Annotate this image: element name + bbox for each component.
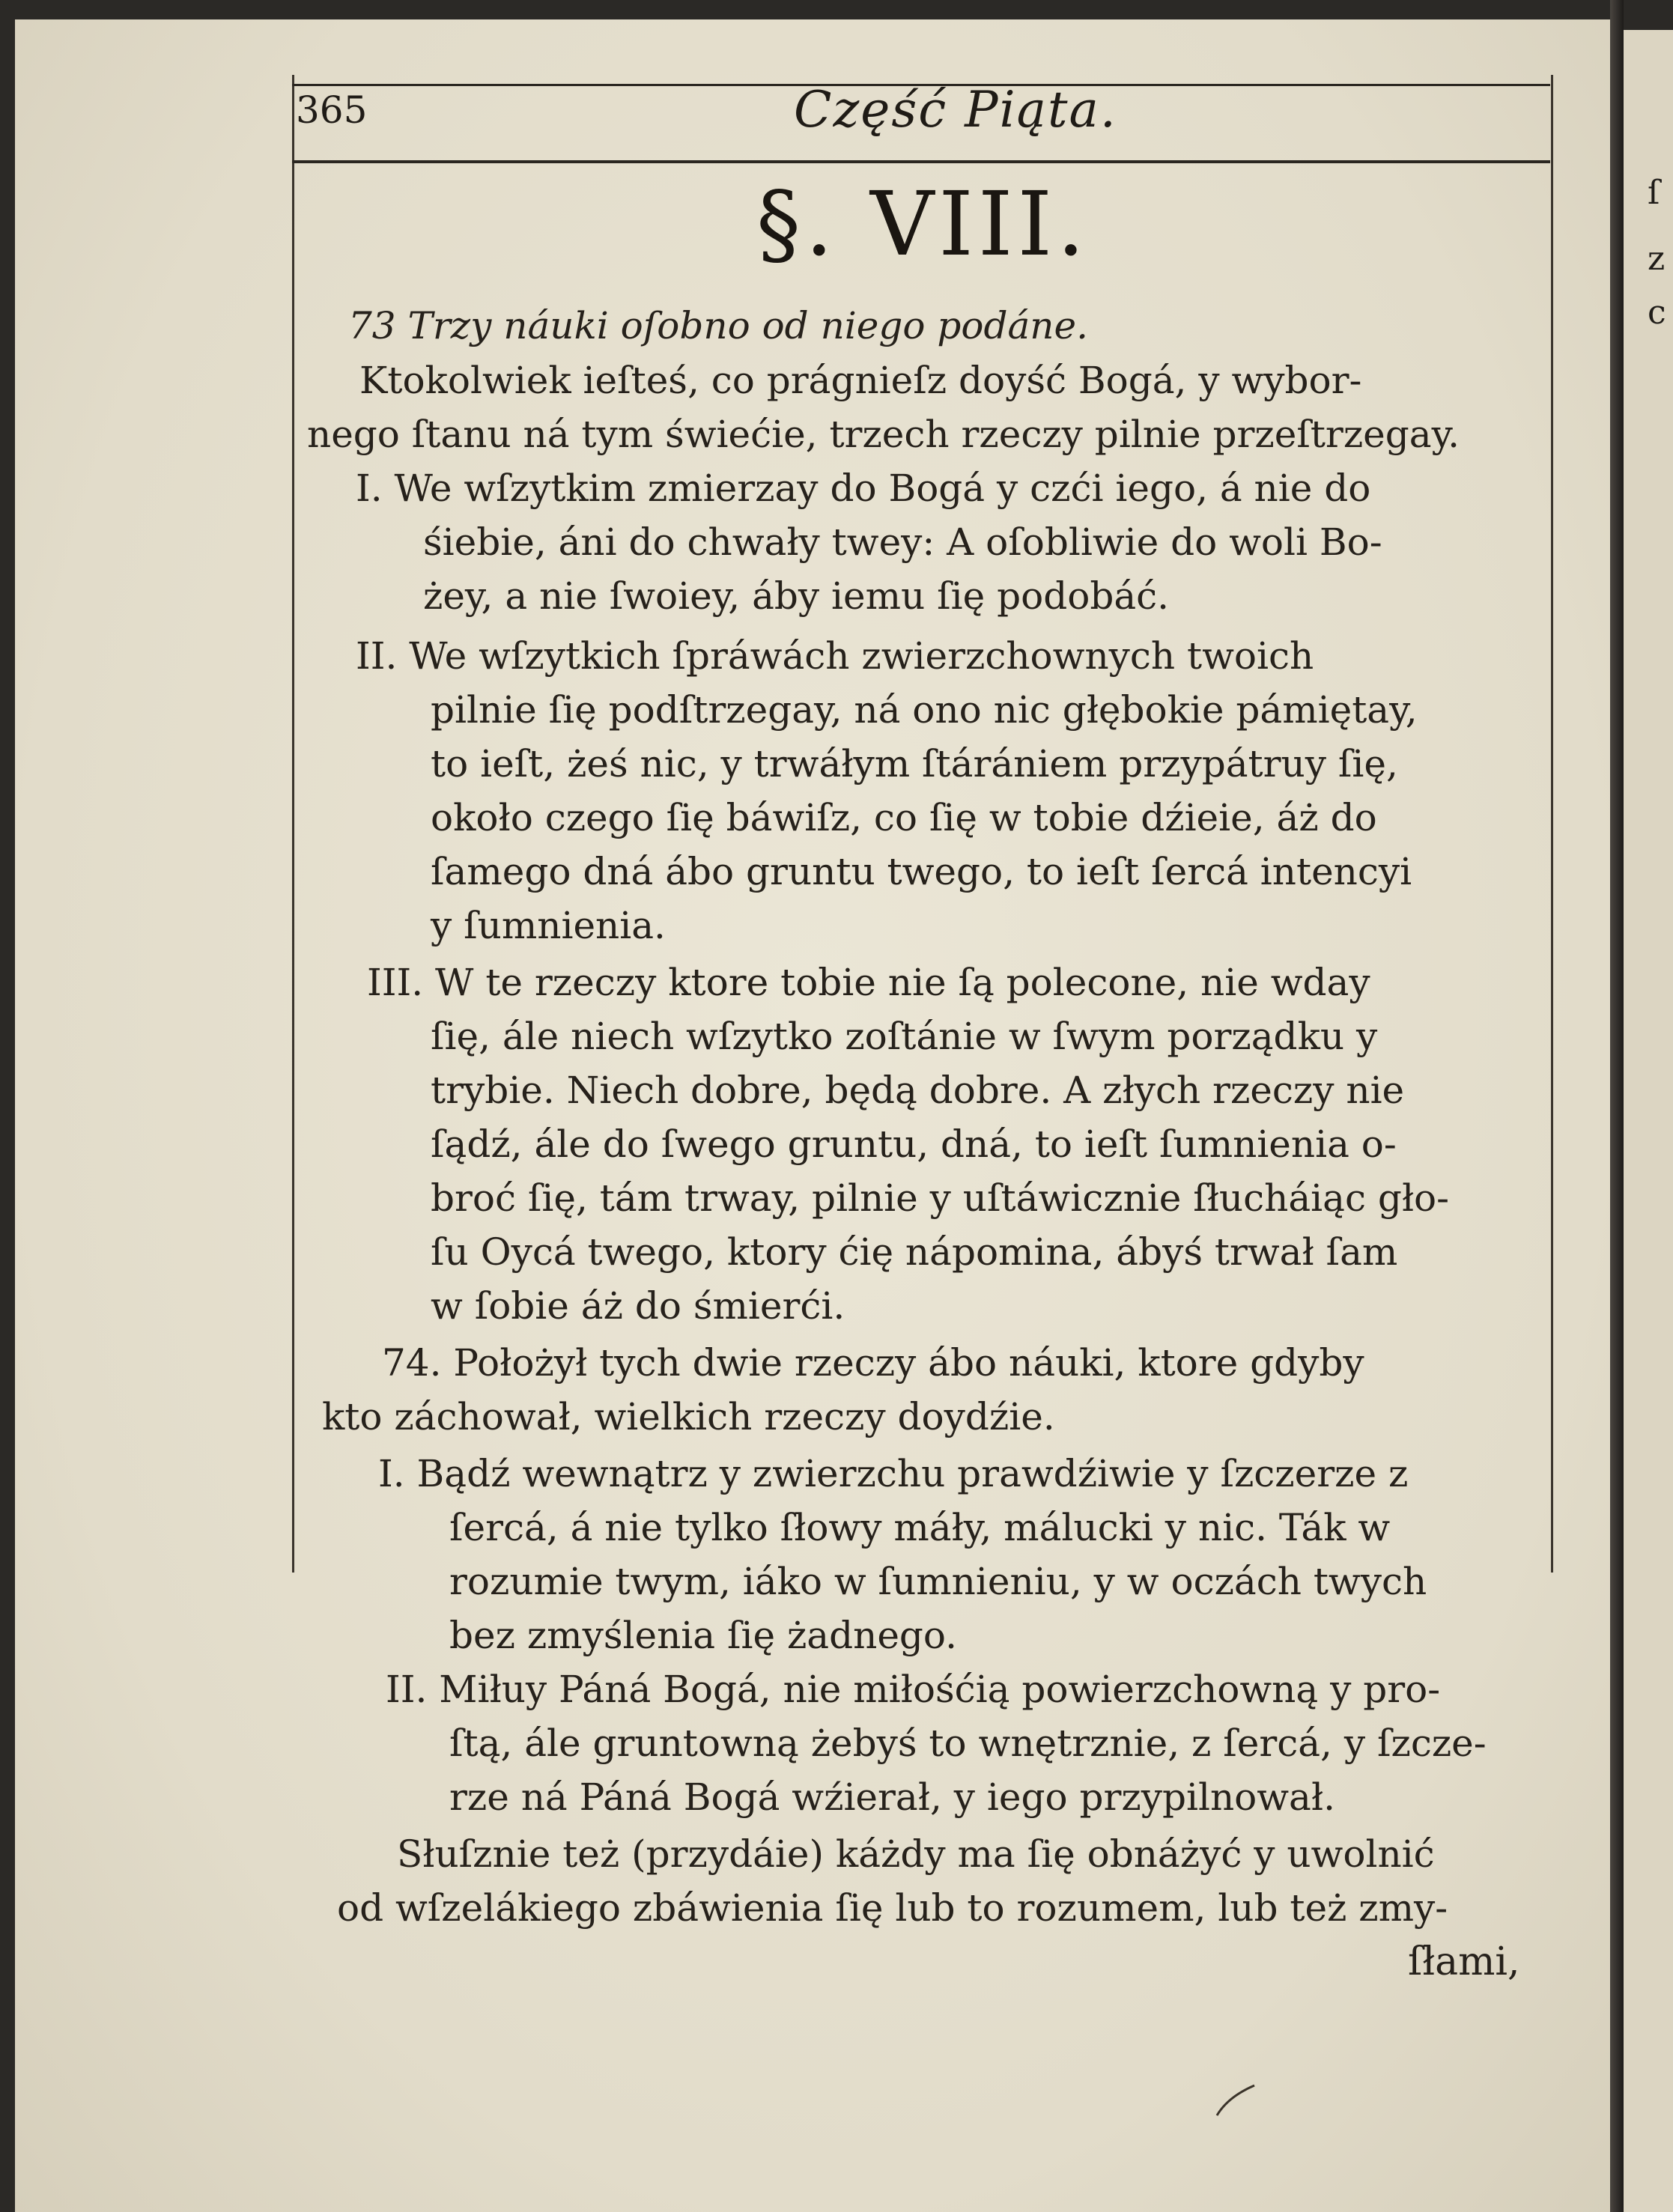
text-line: I. Bądź wewnątrz y zwierzchu prawdźiwie y ſzczerze z — [378, 1452, 1409, 1495]
text-line: ſu Oycá twego, ktory ćię nápomina, ábyś trwał ſam — [431, 1230, 1398, 1274]
text-line: bez zmyślenia ſię żadnego. — [449, 1614, 958, 1657]
text-line: kto záchował, wielkich rzeczy doydźie. — [322, 1395, 1055, 1438]
gutter — [1610, 0, 1624, 2212]
text-line: Ktokolwiek ieſteś, co prágnieſz doyść Bogá, y wybor- — [359, 359, 1362, 402]
running-head: Część Piąta. — [794, 81, 1117, 139]
text-line: III. W te rzeczy ktore tobie nie ſą polecone, nie wday — [367, 961, 1370, 1004]
text-line: nego ſtanu ná tym świećie, trzech rzeczy pilnie przeſtrzegay. — [307, 413, 1460, 456]
text-line: broć ſię, tám trway, pilnie y uſtáwicznie ſłucháiąc gło- — [431, 1176, 1450, 1220]
text-line: trybie. Niech dobre, będą dobre. A złych rzeczy nie — [431, 1069, 1405, 1112]
text-line: rze ná Páná Bogá wźierał, y iego przypilnował. — [449, 1775, 1335, 1819]
text-line: ſtą, ále gruntowną żebyś to wnętrznie, z ſercá, y ſzcze- — [449, 1722, 1487, 1765]
text-line: II. We wſzytkich ſpráwách zwierzchownych twoich — [356, 634, 1314, 678]
text-line: Słuſznie też (przydáie) káżdy ma ſię obnáżyć y uwolnić — [397, 1832, 1435, 1876]
ink-mark — [1213, 2082, 1258, 2119]
text-line: w ſobie áż do śmierći. — [431, 1284, 845, 1328]
text-line: ſercá, á nie tylko ſłowy máły, málucki y nic. Ták w — [449, 1506, 1391, 1549]
text-line: II. Miłuy Páná Bogá, nie miłośćią powierzchowną y pro- — [386, 1668, 1441, 1711]
section-title: §. VIII. — [756, 172, 1090, 276]
text-line: I. We wſzytkim zmierzay do Bogá y czći iego, á nie do — [356, 467, 1371, 510]
text-line: żey, a nie ſwoiey, áby iemu ſię podobáć. — [423, 574, 1170, 618]
text-line: pilnie ſię podſtrzegay, ná ono nic głębokie pámiętay, — [431, 688, 1418, 732]
next-page-letter: c — [1648, 294, 1666, 332]
catchword: ſłami, — [1408, 1939, 1520, 1984]
text-line: ſię, ále niech wſzytko zoſtánie w ſwym porządku y — [431, 1015, 1378, 1058]
text-line: 74. Położył tych dwie rzeczy ábo náuki, ktore gdyby — [382, 1341, 1364, 1385]
text-line: rozumie twym, iáko w ſumnieniu, y w oczách twych — [449, 1560, 1427, 1603]
header-rule — [292, 160, 1550, 163]
text-line: 73 Trzy náuki oſobno od niego podáne. — [348, 304, 1088, 347]
text-line: to ieſt, żeś nic, y trwáłym ſtárániem przypátruy ſię, — [431, 742, 1398, 786]
next-page-letter: ſ — [1648, 174, 1660, 212]
text-line: śiebie, áni do chwały twey: A oſobliwie do woli Bo- — [423, 520, 1382, 564]
next-page-edge — [1624, 30, 1673, 2212]
text-line: od wſzelákiego zbáwienia ſię lub to rozumem, lub też zmy- — [337, 1886, 1448, 1930]
text-line: ſądź, ále do ſwego gruntu, dná, to ieſt ſumnienia o- — [431, 1122, 1397, 1166]
text-line: około czego ſię báwiſz, co ſię w tobie dźieie, áż do — [431, 796, 1377, 839]
text-line: y ſumnienia. — [431, 904, 666, 947]
page-number: 365 — [296, 88, 368, 132]
next-page-letter: z — [1648, 240, 1666, 278]
text-line: ſamego dná ábo gruntu twego, to ieſt ſercá intencyi — [431, 850, 1412, 893]
